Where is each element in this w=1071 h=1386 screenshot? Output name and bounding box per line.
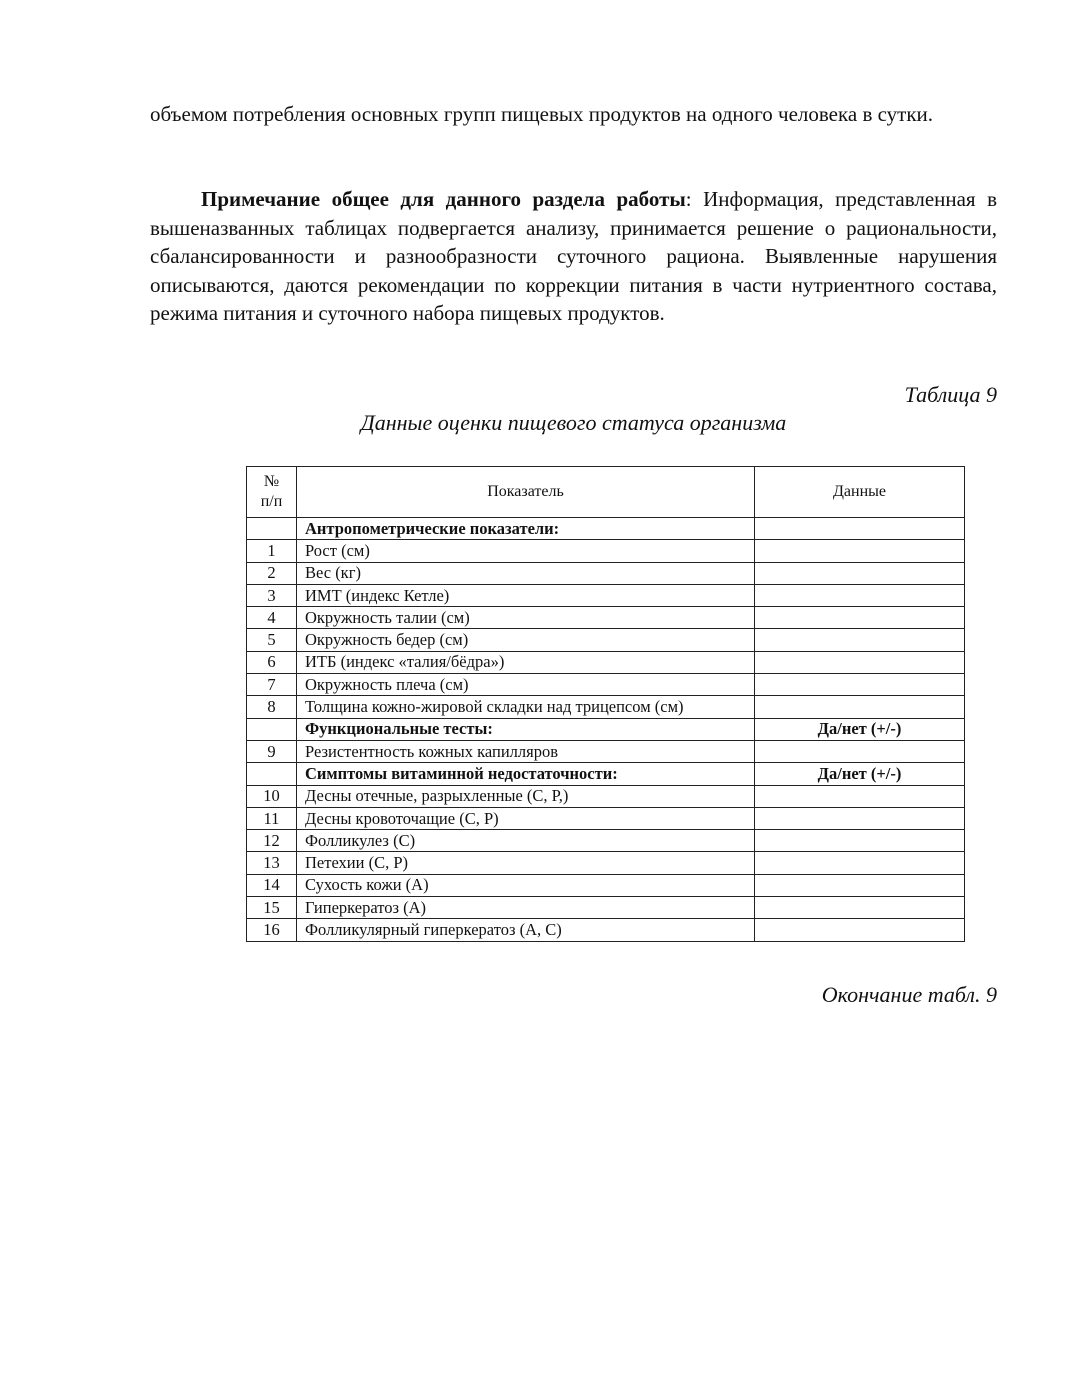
indicator-label: Фолликулярный гиперкератоз (А, С) (297, 919, 755, 941)
row-number: 5 (247, 629, 297, 651)
row-number: 7 (247, 674, 297, 696)
indicator-label: Десны отечные, разрыхленные (С, Р,) (297, 785, 755, 807)
row-number: 4 (247, 607, 297, 629)
table-row (247, 607, 965, 629)
table-row (247, 629, 965, 651)
row-number: 14 (247, 874, 297, 896)
table-row (247, 874, 965, 896)
table-number-label: Таблица 9 (904, 382, 997, 407)
note-text: : Информация, представленная в вышеназванных таблицах подвергается анализу, принимается решение о рациональности, сбалансированности и разнообразности суточного рациона. Выявленные нарушения описываются, даются рекомендации по коррекции питания в части нутриентного состава, режима питания и суточного набора пищевых продуктов. (150, 187, 997, 325)
data-cell (755, 584, 965, 606)
indicator-label: Окружность бедер (см) (297, 629, 755, 651)
table-row (247, 540, 965, 562)
data-cell (755, 740, 965, 762)
table-body (247, 518, 965, 942)
row-number: 13 (247, 852, 297, 874)
data-cell: Да/нет (+/-) (755, 763, 965, 785)
section-heading: Функциональные тесты: (297, 718, 755, 740)
table-section-row (247, 763, 965, 785)
table-section-row (247, 718, 965, 740)
data-cell (755, 897, 965, 919)
section-heading: Антропометрические показатели: (297, 518, 755, 540)
nutrition-status-table (246, 466, 965, 942)
indicator-label: Толщина кожно-жировой складки над трицепсом (см) (297, 696, 755, 718)
row-number: 6 (247, 651, 297, 673)
data-cell (755, 874, 965, 896)
data-cell (755, 540, 965, 562)
indicator-label: Сухость кожи (А) (297, 874, 755, 896)
row-number (247, 763, 297, 785)
indicator-label: Окружность талии (см) (297, 607, 755, 629)
table-row (247, 674, 965, 696)
data-cell (755, 607, 965, 629)
indicator-label: Петехии (С, Р) (297, 852, 755, 874)
table-row (247, 696, 965, 718)
indicator-label: Фолликулез (С) (297, 830, 755, 852)
section-heading: Симптомы витаминной недостаточности: (297, 763, 755, 785)
table-row (247, 785, 965, 807)
table-row (247, 651, 965, 673)
indicator-label: Десны кровоточащие (С, Р) (297, 807, 755, 829)
table-section-row (247, 518, 965, 540)
table-row (247, 562, 965, 584)
row-number: 16 (247, 919, 297, 941)
table-row (247, 830, 965, 852)
data-cell (755, 919, 965, 941)
data-cell (755, 562, 965, 584)
paragraph-continuation: объемом потребления основных групп пищевых продуктов на одного человека в сутки. (150, 102, 934, 126)
row-number: 11 (247, 807, 297, 829)
data-cell (755, 651, 965, 673)
header-data: Данные (755, 467, 965, 518)
row-number: 8 (247, 696, 297, 718)
data-cell: Да/нет (+/-) (755, 718, 965, 740)
indicator-label: ИМТ (индекс Кетле) (297, 584, 755, 606)
table-row (247, 807, 965, 829)
data-cell (755, 807, 965, 829)
row-number (247, 718, 297, 740)
table-row (247, 852, 965, 874)
row-number: 9 (247, 740, 297, 762)
data-cell (755, 785, 965, 807)
row-number (247, 518, 297, 540)
row-number: 10 (247, 785, 297, 807)
row-number: 2 (247, 562, 297, 584)
data-cell (755, 674, 965, 696)
data-cell (755, 518, 965, 540)
data-cell (755, 696, 965, 718)
table-caption: Данные оценки пищевого статуса организма (360, 410, 787, 435)
table-row (247, 919, 965, 941)
table-row (247, 584, 965, 606)
indicator-label: Рост (см) (297, 540, 755, 562)
row-number: 1 (247, 540, 297, 562)
data-cell (755, 852, 965, 874)
table-continuation-label: Окончание табл. 9 (821, 982, 997, 1007)
header-num: № п/п (247, 467, 297, 518)
indicator-label: Гиперкератоз (А) (297, 897, 755, 919)
row-number: 3 (247, 584, 297, 606)
note-bold-lead: Примечание общее для данного раздела работы (201, 187, 686, 211)
row-number: 15 (247, 897, 297, 919)
indicator-label: ИТБ (индекс «талия/бёдра») (297, 651, 755, 673)
header-indicator: Показатель (297, 467, 755, 518)
indicator-label: Окружность плеча (см) (297, 674, 755, 696)
indicator-label: Резистентность кожных капилляров (297, 740, 755, 762)
indicator-label: Вес (кг) (297, 562, 755, 584)
row-number: 12 (247, 830, 297, 852)
table-row (247, 740, 965, 762)
data-cell (755, 830, 965, 852)
data-cell (755, 629, 965, 651)
table-row (247, 897, 965, 919)
table-header-row (247, 467, 965, 518)
paragraph-note (150, 185, 997, 328)
